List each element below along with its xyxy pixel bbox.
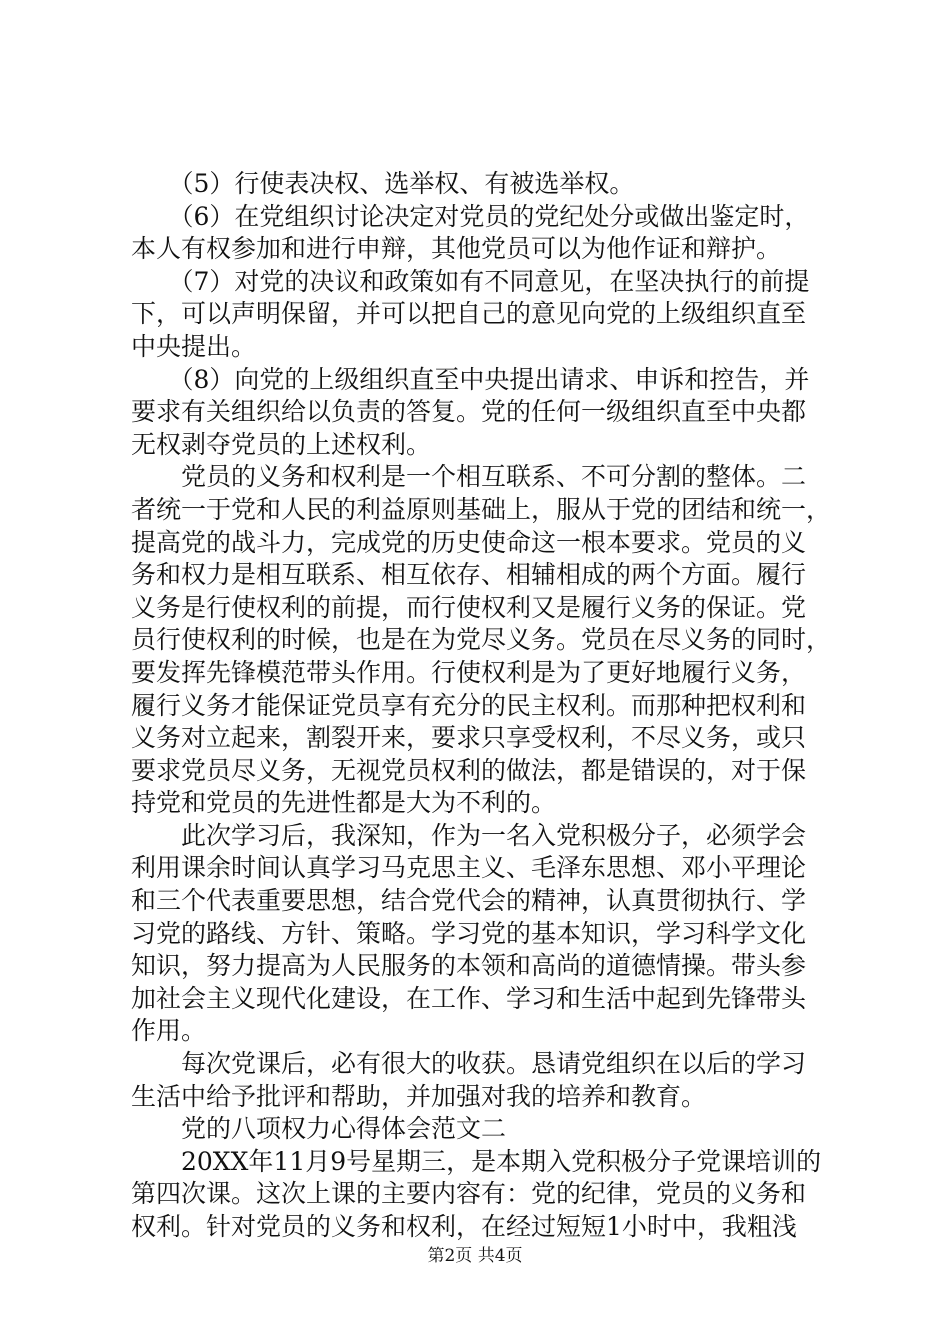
text-line: 习党的路线、方针、策略。学习党的基本知识，学习科学文化 <box>131 918 807 948</box>
text-line: 加社会主义现代化建设，在工作、学习和生活中起到先锋带头 <box>131 983 807 1013</box>
section-heading: 党的八项权力心得体会范文二 <box>131 1114 507 1144</box>
text-line: 无权剥夺党员的上述权利。 <box>131 429 432 459</box>
text-line: 此次学习后，我深知，作为一名入党积极分子，必须学会 <box>131 820 807 850</box>
text-line: 要发挥先锋模范带头作用。行使权利是为了更好地履行义务， <box>131 657 807 687</box>
text-line: 利用课余时间认真学习马克思主义、毛泽东思想、邓小平理论 <box>131 853 807 883</box>
text-line: 义务是行使权利的前提，而行使权利又是履行义务的保证。党 <box>131 592 807 622</box>
text-line: 生活中给予批评和帮助，并加强对我的培养和教育。 <box>131 1081 707 1111</box>
text-line: 履行义务才能保证党员享有充分的民主权利。而那种把权利和 <box>131 690 807 720</box>
text-line: 和三个代表重要思想，结合党代会的精神，认真贯彻执行、学 <box>131 886 807 916</box>
text-line: 义务对立起来，割裂开来，要求只享受权利，不尽义务，或只 <box>131 723 807 753</box>
text-line: 每次党课后，必有很大的收获。恳请党组织在以后的学习 <box>131 1049 807 1079</box>
text-line: 要求有关组织给以负责的答复。党的任何一级组织直至中央都 <box>131 397 807 427</box>
text-line: 中央提出。 <box>131 331 257 361</box>
text-line: 知识，努力提高为人民服务的本领和高尚的道德情操。带头参 <box>131 951 807 981</box>
text-line: 20XX年11月9号星期三，是本期入党积极分子党课培训的 <box>131 1146 822 1176</box>
text-line: 务和权力是相互联系、相互依存、相辅相成的两个方面。履行 <box>131 560 807 590</box>
document-body <box>131 168 837 1244</box>
text-line: 员行使权利的时候，也是在为党尽义务。党员在尽义务的同时， <box>131 625 832 655</box>
text-line: （6）在党组织讨论决定对党员的党纪处分或做出鉴定时， <box>131 201 810 231</box>
text-line: 权利。针对党员的义务和权利，在经过短短1小时中，我粗浅 <box>131 1212 797 1241</box>
text-line: 持党和党员的先进性都是大为不利的。 <box>131 788 557 818</box>
page-number-footer: 第2页 共4页 <box>427 1246 523 1266</box>
text-line: 本人有权参加和进行申辩，其他党员可以为他作证和辩护。 <box>131 234 782 264</box>
text-line: 作用。 <box>131 1016 207 1046</box>
text-line: 第四次课。这次上课的主要内容有：党的纪律，党员的义务和 <box>131 1179 807 1209</box>
text-line: （8）向党的上级组织直至中央提出请求、申诉和控告，并 <box>131 364 810 394</box>
text-line: （7）对党的决议和政策如有不同意见，在坚决执行的前提 <box>131 266 810 296</box>
text-line: 提高党的战斗力，完成党的历史使命这一根本要求。党员的义 <box>131 527 807 557</box>
text-line: 下，可以声明保留，并可以把自己的意见向党的上级组织直至 <box>131 299 807 329</box>
text-line: 要求党员尽义务，无视党员权利的做法，都是错误的，对于保 <box>131 755 807 785</box>
text-line: 者统一于党和人民的利益原则基础上，服从于党的团结和统一， <box>131 494 832 524</box>
text-line: 党员的义务和权利是一个相互联系、不可分割的整体。二 <box>131 462 807 492</box>
text-line: （5）行使表决权、选举权、有被选举权。 <box>131 169 635 198</box>
